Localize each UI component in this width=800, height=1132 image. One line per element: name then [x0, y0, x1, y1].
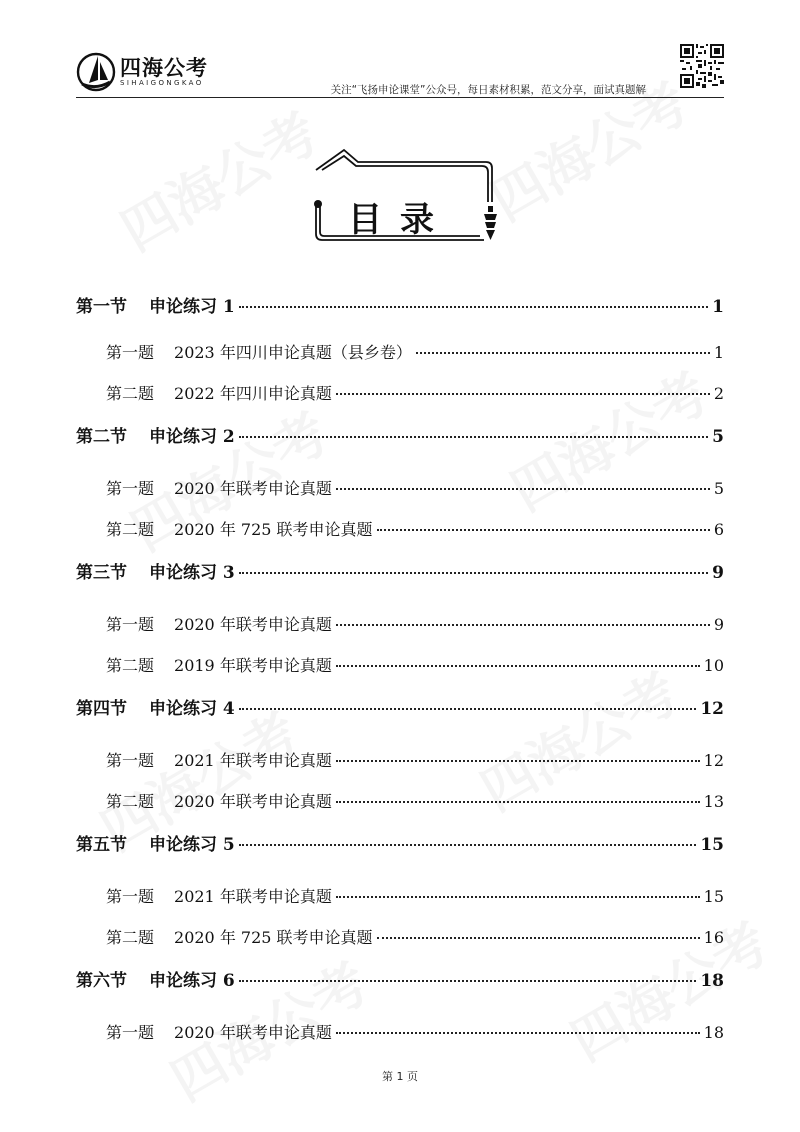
- page-number: 第 1 页: [382, 1070, 418, 1083]
- toc-entry-title: 2020 年联考申论真题: [174, 479, 332, 498]
- toc-entry-number: 第四节: [76, 699, 127, 719]
- toc-section-entry[interactable]: [76, 694, 724, 719]
- toc-dot-leader: [336, 488, 710, 490]
- toc-item-entry[interactable]: [76, 340, 724, 362]
- toc-entry-page: 16: [703, 928, 724, 947]
- toc-entry-number: 第一题: [106, 751, 155, 770]
- toc-dot-leader: [336, 801, 700, 803]
- toc-entry-title: 申论练习 2: [149, 427, 235, 447]
- brand-name: 四海公考: [120, 56, 208, 80]
- toc-entry-title: 申论练习 5: [149, 835, 235, 855]
- toc-entry-page: 5: [713, 479, 724, 498]
- toc-dot-leader: [336, 1032, 700, 1034]
- toc-entry-title: 2020 年联考申论真题: [174, 615, 332, 634]
- toc-entry-page: 13: [703, 792, 724, 811]
- toc-dot-leader: [336, 760, 700, 762]
- toc-dot-leader: [377, 529, 710, 531]
- toc-entry-page: 5: [712, 427, 724, 447]
- toc-dot-leader: [239, 436, 708, 438]
- toc-item-entry[interactable]: [76, 381, 724, 403]
- toc-item-entry[interactable]: [76, 925, 724, 947]
- qr-code-icon: [680, 44, 724, 88]
- header-tagline: 关注“飞扬申论课堂”公众号，每日素材积累，范文分享，面试真题解: [330, 84, 646, 96]
- toc-section-entry[interactable]: [76, 292, 724, 317]
- toc-entry-number: 第二题: [106, 520, 155, 539]
- toc-entry-title: 2020 年联考申论真题: [174, 1023, 332, 1042]
- toc-entry-title: 2020 年 725 联考申论真题: [174, 928, 373, 947]
- toc-section-entry[interactable]: [76, 830, 724, 855]
- toc-entry-number: 第一题: [106, 343, 155, 362]
- toc-dot-leader: [239, 708, 697, 710]
- toc-entry-title: 2020 年 725 联考申论真题: [174, 520, 373, 539]
- toc-entry-number: 第一题: [106, 887, 155, 906]
- toc-dot-leader: [239, 980, 697, 982]
- toc-dot-leader: [239, 306, 708, 308]
- toc-entry-title: 2023 年四川申论真题（县乡卷）: [174, 343, 412, 362]
- toc-entry-number: 第二题: [106, 656, 155, 675]
- toc-item-entry[interactable]: [76, 517, 724, 539]
- toc-entry-page: 2: [713, 384, 724, 403]
- toc-entry-page: 10: [703, 656, 724, 675]
- toc-entry-page: 12: [700, 699, 724, 719]
- toc-entry-number: 第六节: [76, 971, 127, 991]
- toc-entry-number: 第一题: [106, 1023, 155, 1042]
- toc-dot-leader: [336, 624, 710, 626]
- toc-entry-number: 第一节: [76, 297, 127, 317]
- page-title: 目录: [348, 200, 452, 240]
- brand-subtitle: SIHAIGONGKAO: [120, 79, 204, 87]
- toc-item-entry[interactable]: [76, 789, 724, 811]
- toc-entry-title: 2021 年联考申论真题: [174, 887, 332, 906]
- toc-entry-title: 申论练习 4: [149, 699, 235, 719]
- toc-section-entry[interactable]: [76, 966, 724, 991]
- brand-logo: [76, 50, 276, 94]
- toc-item-entry[interactable]: [76, 748, 724, 770]
- toc-entry-page: 18: [700, 971, 724, 991]
- toc-entry-title: 2021 年联考申论真题: [174, 751, 332, 770]
- toc-item-entry[interactable]: [76, 612, 724, 634]
- toc-entry-number: 第二题: [106, 792, 155, 811]
- toc-dot-leader: [239, 572, 708, 574]
- toc-entry-page: 9: [713, 615, 724, 634]
- toc-entry-number: 第一题: [106, 479, 155, 498]
- header-divider: [76, 97, 724, 98]
- page-header: [76, 40, 724, 98]
- toc-entry-title: 申论练习 6: [149, 971, 235, 991]
- toc-entry-page: 15: [703, 887, 724, 906]
- toc-dot-leader: [336, 896, 700, 898]
- toc-entry-number: 第二题: [106, 384, 155, 403]
- toc-entry-title: 2019 年联考申论真题: [174, 656, 332, 675]
- toc-item-entry[interactable]: [76, 653, 724, 675]
- toc-dot-leader: [336, 665, 700, 667]
- toc-entry-page: 15: [700, 835, 724, 855]
- toc-entry-number: 第五节: [76, 835, 127, 855]
- toc-item-entry[interactable]: [76, 1020, 724, 1042]
- toc-section-entry[interactable]: [76, 422, 724, 447]
- toc-entry-number: 第一题: [106, 615, 155, 634]
- toc-entry-title: 2022 年四川申论真题: [174, 384, 332, 403]
- toc-entry-page: 12: [703, 751, 724, 770]
- sailboat-logo-icon: [76, 50, 116, 92]
- toc-entry-title: 2020 年联考申论真题: [174, 792, 332, 811]
- toc-entry-page: 6: [713, 520, 724, 539]
- toc-entry-page: 1: [713, 343, 724, 362]
- toc-dot-leader: [416, 352, 710, 354]
- toc-entry-number: 第二题: [106, 928, 155, 947]
- toc-entry-title: 申论练习 1: [149, 297, 235, 317]
- toc-item-entry[interactable]: [76, 476, 724, 498]
- toc-entry-number: 第三节: [76, 563, 127, 583]
- toc-entry-title: 申论练习 3: [149, 563, 235, 583]
- toc-entry-number: 第二节: [76, 427, 127, 447]
- toc-dot-leader: [377, 937, 700, 939]
- toc-section-entry[interactable]: [76, 558, 724, 583]
- toc-item-entry[interactable]: [76, 884, 724, 906]
- toc-entry-page: 9: [712, 563, 724, 583]
- toc-dot-leader: [336, 393, 710, 395]
- toc-entry-page: 18: [703, 1023, 724, 1042]
- toc-entry-page: 1: [712, 297, 724, 317]
- toc-dot-leader: [239, 844, 697, 846]
